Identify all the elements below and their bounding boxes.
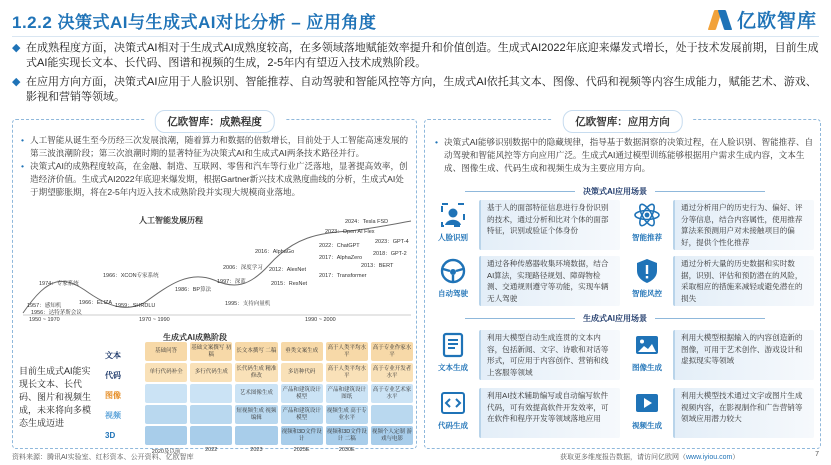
table-cell: 短视频生成 视频编辑 [235,405,277,424]
table-cell: 基础文案撰写 初稿 [190,342,232,361]
scenario-card [433,330,620,380]
table-cell: 单行代码补全 [145,363,187,382]
bullet-text: 在成熟程度方面，决策式AI相对于生成式AI成熟度较高，在多领域落地赋能效率提升和价值创造。生成式AI2022年底迎来爆发式增长，处于技术发展前期，目前生成式AI能实现长文本、长代码、图谱和视频的生成，2-5年内有望迈入技术成熟阶段。 [26,42,819,69]
table-cell: 垂类文案生成 [281,342,323,361]
summary-bullets [12,41,820,109]
table-cell: 多语种代码 [281,363,323,382]
bullet-text: 在应用方向方面，决策式AI应用于人脸识别、智能推荐、自动驾驶和智能风控等方向，生成式AI依托其文本、图像、代码和视频等内容生成能力，赋能艺术、游戏、影视和营销等领域。 [26,76,817,103]
source-note: 资料来源：腾讯AI实验室、红杉资本、公开资料、亿欧智库 [12,454,194,461]
face-recognition-icon [438,200,468,230]
paragraph: • 人工智能从诞生至今历经三次发展浪潮，随着算力和数据的倍数增长，目前处于人工智能高速发展的第三波浪潮阶段；第三次浪潮时期的显著特征为决策式AI和生成式AI两条技术路径并行。 [21,134,411,160]
table-cell [235,426,277,445]
timeline-event: 2023：Open AI Flex [325,229,375,235]
scenario-card [627,200,814,250]
card-desc: 利用大模型技术通过文字或图片生成视频内容，在影视制作和广告营销等领域应用潜力较大 [673,388,814,438]
paragraph: • 决策式AI能够识别数据中的隐藏规律，指导基于数据洞察的决策过程，在人脸识别、智能推荐、自动驾驶和智能风控等方向应用广泛。生成式AI通过模型训练能够根据用户需求生成内容，文本生成、图像生成、代码生成和视频生成为主要应用方向。 [435,137,814,173]
timeline-event: 2022：ChatGPT [319,243,360,249]
table-cell: 视频生成 高于专业水平 [326,405,368,424]
year-label: 2025E [293,447,310,453]
title-divider [12,36,819,37]
year-label: 2022 [205,447,218,453]
card-desc: 通过分析大量的历史数据和实时数据，识别、评估和预防潜在的风险，采取相应的措施来减轻或避免潜在的损失 [673,256,814,306]
card-label: 图像生成 [632,363,662,372]
year-label: 2030E [338,447,355,453]
timeline-event: 2013：BERT [361,263,394,269]
timeline-event: 1966：XCON专家系统 [103,273,159,279]
card-label: 智能风控 [632,289,662,298]
card-label: 智能推荐 [632,233,662,242]
year-label: 2023 [250,447,263,453]
panel-label: 亿欧智库：成熟程度 [154,110,275,133]
table-cell: 视频和3D文件设计 [281,426,323,445]
card-label: 视频生成 [632,421,662,430]
scenario-card [433,388,620,438]
application-text [435,136,815,175]
table-cell [371,405,413,424]
scenario-card [627,388,814,438]
more-suffix: ） [732,454,740,461]
timeline-event: 2023：GPT-4 [375,239,409,245]
table-cell: 多行代码生成 [190,363,232,382]
table-cell: 艺术图像生成 [235,384,277,403]
table-cell: 产品和建筑设计模型 [281,405,323,424]
panel-label: 亿欧智库：应用方向 [562,110,683,133]
diamond-bullet-icon: ◆ [12,42,21,54]
video-icon [632,388,662,418]
scenario-card [627,330,814,380]
era-label: 1990 ~ 2000 [305,317,336,323]
website-link[interactable]: www.iyiou.com [686,454,733,461]
table-cell [145,405,187,424]
table-cell: 高于专业艺术家水平 [371,384,413,403]
timeline-event: 2017：AlphaZero [319,255,363,261]
table-row [145,384,413,403]
table-cell: 高于人类平均水平 [326,342,368,361]
table-row [145,342,413,361]
table-cell [145,426,187,445]
gen-maturity-title: 生成式AI成熟阶段 [163,333,227,342]
row-label: 代码 [105,371,121,380]
table-cell [190,384,232,403]
table-row [145,426,413,445]
timeline-event: 2012：AlexNet [269,267,306,273]
panel-header [552,110,693,133]
table-cell: 基础问答 [145,342,187,361]
title-bar [12,8,572,34]
more-info [560,452,739,462]
table-row [145,405,413,424]
timeline-event: 2006：深度学习 [223,265,263,271]
page-number: 7 [815,451,819,458]
card-desc: 利用大模型根据输入的内容创造新的图像，可用于艺术创作、游戏设计和虚拟现实等领域 [673,330,814,380]
table-cell: 产品和建筑设计图纸 [326,384,368,403]
diamond-bullet-icon: ◆ [12,76,21,88]
maturity-panel [12,116,417,455]
timeline-title: 人工智能发展历程 [139,216,203,225]
row-label: 图像 [105,391,121,400]
card-label: 文本生成 [438,363,468,372]
section-title: 生成式AI应用场景 [583,314,647,323]
timeline-event: 2018：GPT-2 [373,251,407,257]
card-label: 代码生成 [438,421,468,430]
shield-alert-icon [632,256,662,286]
gen-maturity-table [145,342,413,457]
scenario-card [433,256,620,306]
card-desc: 基于人的面部特征信息进行身份识别的技术，通过分析和比对个体的面部特征，识别或验证个体身份 [479,200,620,250]
atom-icon [632,200,662,230]
card-label: 人脸识别 [438,233,468,242]
table-cell [145,384,187,403]
steering-wheel-icon [438,256,468,286]
timeline-event: 2024：Tesla FSD [345,219,389,225]
scenario-card [627,256,814,306]
timeline-event: 1966：ELIZA [79,300,113,306]
card-desc: 利用AI技术辅助编写或自动编写软件代码，可有效提高软件开发效率，可在软件和程序开发等领域落地应用 [479,388,620,438]
panel-header [144,110,285,133]
gen-summary: 目前生成式AI能实现长文本、长代码、图片和视频生成，未来将向多模态生成迈进 [19,366,92,428]
bullet-item [12,75,820,105]
table-cell [190,405,232,424]
table-cell: 长文本撰写 二稿 [235,342,277,361]
gen-row-labels [105,346,145,446]
maturity-text [21,134,411,199]
timeline-event: 2016：AlphaGo [255,249,295,255]
table-cell: 长代码生成 精准修改 [235,363,277,382]
generative-section-header [465,313,765,324]
bullet-item [12,41,820,71]
table-cell: 产品和建筑设计模型 [281,384,323,403]
row-label: 3D [105,431,116,440]
row-label: 视频 [105,411,121,420]
application-panel [424,116,821,449]
timeline-event: 2015：ResNet [271,281,308,287]
table-row [145,363,413,382]
brand-logo [711,6,817,33]
code-icon [438,388,468,418]
row-label: 文本 [105,351,121,360]
logo-mark-icon [711,8,733,32]
timeline-event: 1995：支持向量机 [225,301,271,307]
timeline-event: 1986：BP算法 [175,287,212,293]
table-cell: 高于专业开发者水平 [371,363,413,382]
ai-timeline [19,215,415,325]
timeline-event: 1959：SHRDLU [115,303,156,309]
scenario-card [433,200,620,250]
section-title: 决策式AI应用场景 [583,187,647,196]
page-title: 1.2.2 决策式AI与生成式AI对比分析 – 应用角度 [12,13,377,32]
table-cell [190,426,232,445]
timeline-event: 1957：感知机 [27,303,62,309]
timeline-event: 2017：Transformer [319,273,367,279]
paragraph-text: 决策式AI的成熟程度较高，在金融、制造、互联网、零售和汽车等行业广泛落地，显著提高效率，创造经济价值。生成式AI2022年底迎来爆发期，根据Gartner新兴技术成熟度曲线的分析，生成式AI处于期望膨胀期，将在2-5年内迈入技术成熟阶段并实现大规模商业落地。 [30,161,408,197]
decision-section-header [465,186,765,197]
timeline-event: 1956：达特茅斯会议 [31,310,82,316]
paragraph-text: 人工智能从诞生至今历经三次发展浪潮，随着算力和数据的倍数增长，目前处于人工智能高速发展的第三波浪潮阶段；第三次浪潮时期的显著特征为决策式AI和生成式AI两条技术路径并行。 [30,135,409,158]
card-label: 自动驾驶 [438,289,468,298]
timeline-event: 1974：专家系统 [39,281,79,287]
year-label: 2020及以前 [151,449,181,455]
paragraph: • 决策式AI的成熟程度较高，在金融、制造、互联网、零售和汽车等行业广泛落地，显著提高效率，创造经济价值。生成式AI2022年底迎来爆发期，根据Gartner新兴技术成熟度曲线的分析，生成式AI处于期望膨胀期，将在2-5年内迈入技术成熟阶段并实现大规模商业落地。 [21,160,411,199]
image-icon [632,330,662,360]
more-prefix: 获取更多维度报告数据，请访问亿欧网（ [560,454,686,461]
era-label: 1950 ~ 1970 [29,317,60,323]
table-cell: 视频个人定制 游戏与电影 [371,426,413,445]
paragraph-text: 决策式AI能够识别数据中的隐藏规律，指导基于数据洞察的决策过程，在人脸识别、智能推荐、自动驾驶和智能风控等方向应用广泛。生成式AI通过模型训练能够根据用户需求生成内容，文本生成、图像生成、代码生成和视频生成为主要应用方向。 [444,137,814,173]
card-desc: 通过分析用户的历史行为、偏好、评分等信息，结合内容属性，使用推荐算法来预测用户对未接触项目的偏好，提供个性化推荐 [673,200,814,250]
table-cell: 高于专业作家水平 [371,342,413,361]
era-label: 1970 ~ 1990 [139,317,170,323]
table-cell: 视频和3D文件设计 二稿 [326,426,368,445]
card-desc: 通过各种传感器收集环境数据，结合AI算法，实现路径规划、障碍物检测、交通规则遵守等功能，实现车辆无人驾驶 [479,256,620,306]
year-label [371,447,413,457]
document-icon [438,330,468,360]
timeline-event: 1997：深蓝 [217,279,246,285]
table-cell: 高于人类平均水平 [326,363,368,382]
logo-text: 亿欧智库 [736,11,817,32]
card-desc: 利用大模型自动生成连贯的文本内容，包括新闻、文字、诗歌和对话等形式，可应用于内容创作、营销和线上客服等领域 [479,330,620,380]
